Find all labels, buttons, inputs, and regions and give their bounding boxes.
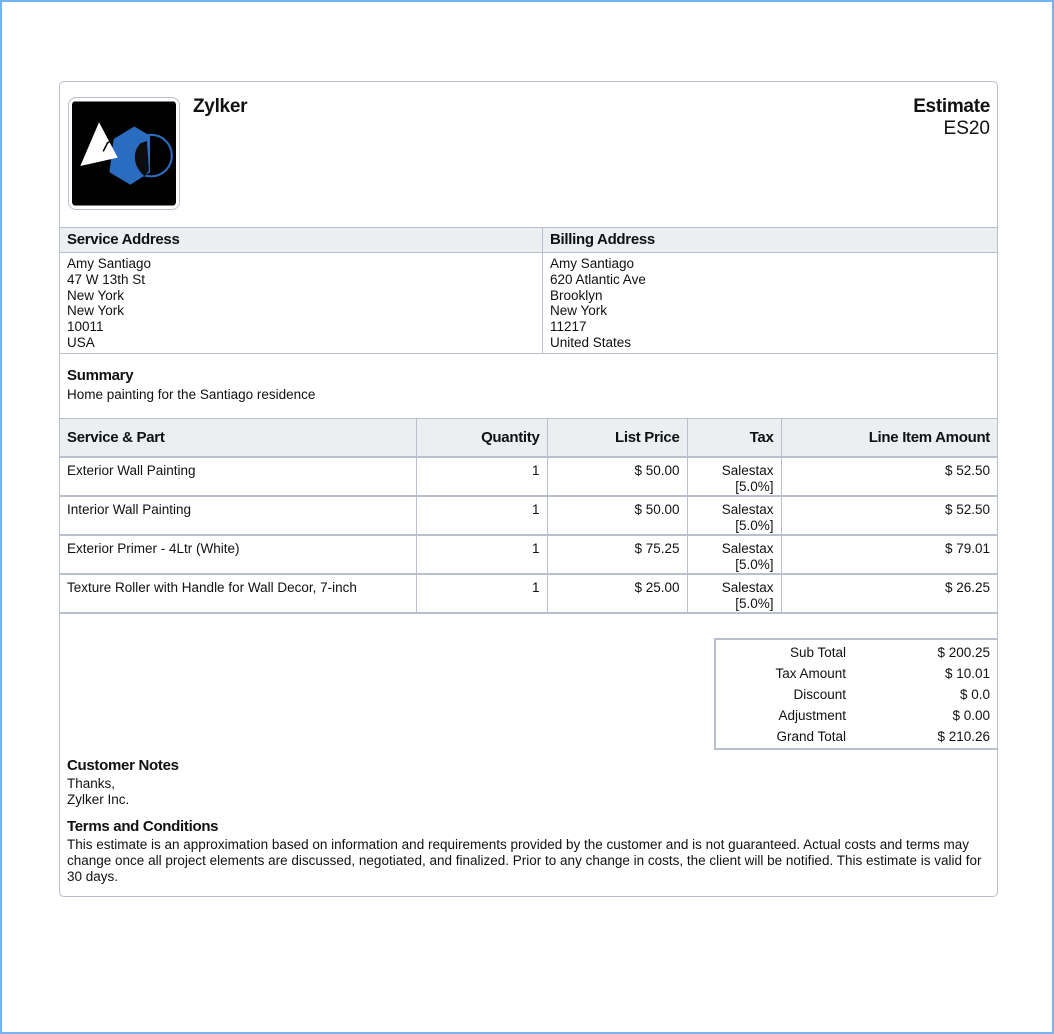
address-line: 10011 (67, 319, 104, 335)
tax-rate: [5.0%] (735, 479, 774, 494)
address-section (60, 228, 997, 354)
item-tax (687, 574, 781, 613)
item-price: $ 50.00 (547, 496, 687, 535)
totals-row-adjustment (716, 705, 990, 726)
item-price: $ 25.00 (547, 574, 687, 613)
item-quantity: 1 (416, 574, 547, 613)
item-quantity: 1 (416, 496, 547, 535)
item-amount: $ 52.50 (781, 457, 997, 496)
totals-label: Grand Total (776, 729, 846, 744)
totals-value: $ 200.25 (937, 645, 990, 660)
summary-label: Summary (67, 367, 134, 384)
address-line: New York (550, 303, 608, 319)
item-amount: $ 79.01 (781, 535, 997, 574)
tax-name: Salestax (721, 541, 774, 556)
totals-value: $ 10.01 (944, 666, 990, 681)
note-line: Zylker Inc. (67, 792, 130, 807)
address-line: New York (67, 303, 125, 319)
address-line: Brooklyn (550, 287, 603, 303)
column-header-list-price: List Price (547, 419, 687, 457)
address-line: New York (67, 287, 125, 303)
service-address-body (60, 253, 542, 353)
table-row (60, 574, 997, 613)
item-tax (687, 535, 781, 574)
table-header-row (60, 419, 997, 457)
customer-notes-label: Customer Notes (67, 757, 179, 774)
totals-value: $ 210.26 (937, 729, 990, 744)
totals-label: Sub Total (789, 645, 846, 660)
summary-text: Home painting for the Santiago residence (67, 387, 316, 402)
billing-address (543, 228, 997, 353)
totals-label: Tax Amount (775, 666, 846, 681)
billing-address-label: Billing Address (543, 228, 997, 253)
address-line: USA (67, 334, 95, 350)
tax-rate: [5.0%] (735, 557, 774, 572)
tax-name: Salestax (721, 463, 774, 478)
item-tax (687, 457, 781, 496)
company-name: Zylker (193, 96, 248, 117)
totals-label: Discount (793, 687, 846, 702)
address-line: 11217 (550, 319, 587, 335)
column-header-amount: Line Item Amount (781, 419, 997, 457)
totals-label: Adjustment (778, 708, 846, 723)
item-quantity: 1 (416, 535, 547, 574)
tax-name: Salestax (721, 502, 774, 517)
item-name: Interior Wall Painting (60, 496, 416, 535)
item-tax (687, 496, 781, 535)
column-header-quantity: Quantity (416, 419, 547, 457)
address-line: United States (550, 334, 632, 350)
item-price: $ 50.00 (547, 457, 687, 496)
document-header (60, 82, 997, 228)
item-price: $ 75.25 (547, 535, 687, 574)
estimate-number: ES20 (943, 118, 990, 139)
item-amount: $ 26.25 (781, 574, 997, 613)
customer-notes-text (67, 776, 983, 808)
service-address (60, 228, 543, 353)
tax-rate: [5.0%] (735, 518, 774, 533)
table-row (60, 457, 997, 496)
tax-rate: [5.0%] (735, 596, 774, 611)
zylker-logo-icon (72, 101, 176, 206)
estimate-title (913, 96, 990, 140)
item-quantity: 1 (416, 457, 547, 496)
billing-address-body (543, 253, 997, 353)
service-address-label: Service Address (60, 228, 542, 253)
terms-text: This estimate is an approximation based on information and requirements provided by the customer and is not guaranteed. Actual costs and terms may change once all project elements are discussed, negotiated, and finalized. Prior to any change in costs, the client will be notified. This estimate is valid for 30 days. (67, 837, 982, 884)
address-line: Amy Santiago (550, 256, 635, 271)
column-header-tax: Tax (687, 419, 781, 457)
totals-row-discount (716, 684, 990, 705)
address-line: Amy Santiago (67, 256, 152, 271)
address-line: 620 Atlantic Ave (550, 271, 646, 287)
line-items-table (60, 419, 997, 614)
table-row (60, 535, 997, 574)
table-row (60, 496, 997, 535)
item-name: Exterior Wall Painting (60, 457, 416, 496)
address-line: 47 W 13th St (67, 271, 146, 287)
totals-box (714, 638, 997, 750)
terms-label: Terms and Conditions (67, 818, 219, 835)
note-line: Thanks, (67, 776, 116, 791)
totals-row-tax (716, 663, 990, 684)
document-type: Estimate (913, 96, 990, 117)
estimate-document (59, 81, 998, 897)
totals-row-subtotal (716, 642, 990, 663)
summary-section (60, 354, 997, 419)
company-logo (68, 97, 180, 210)
totals-value: $ 0.0 (959, 687, 990, 702)
tax-name: Salestax (721, 580, 774, 595)
notes-section (67, 757, 983, 885)
item-name: Texture Roller with Handle for Wall Decor, 7-inch (60, 574, 416, 613)
column-header-service: Service & Part (60, 419, 416, 457)
item-amount: $ 52.50 (781, 496, 997, 535)
totals-row-grand-total (716, 726, 990, 747)
totals-value: $ 0.00 (952, 708, 990, 723)
item-name: Exterior Primer - 4Ltr (White) (60, 535, 416, 574)
